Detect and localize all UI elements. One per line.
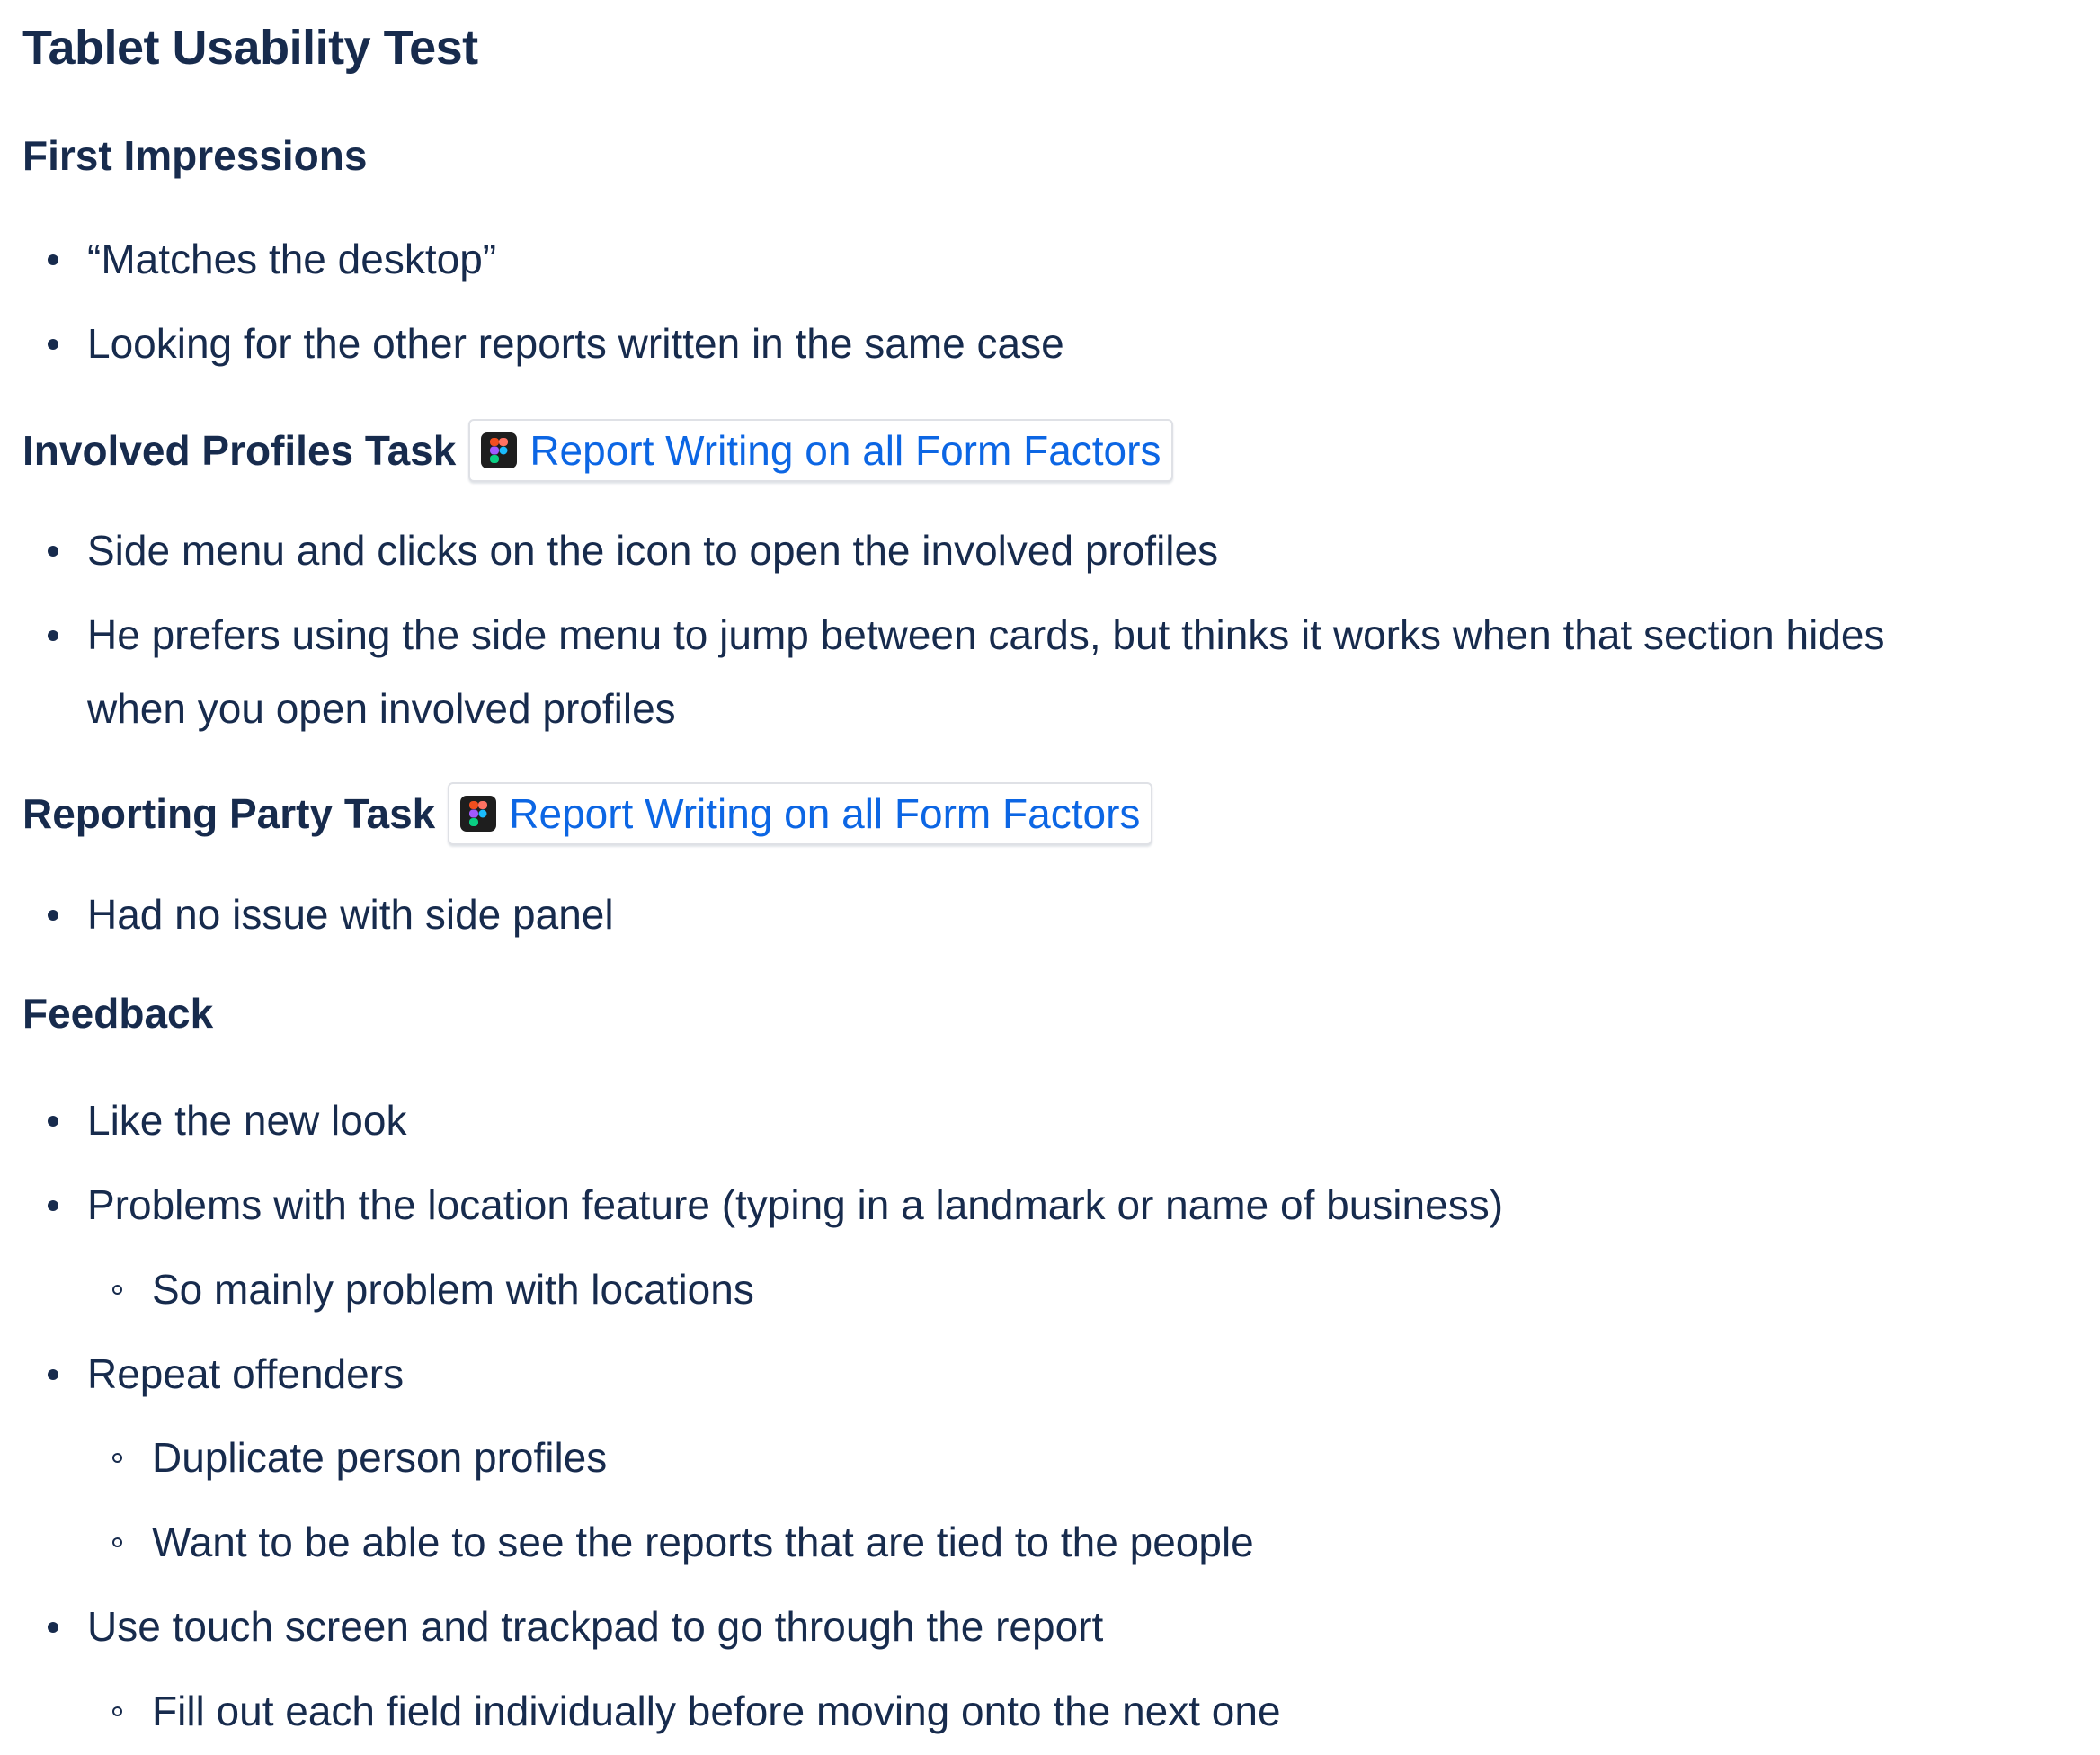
heading-text: First Impressions [22, 132, 368, 179]
bullet-icon [48, 339, 58, 350]
list-item: Had no issue with side panel [87, 891, 614, 938]
bullet-icon [48, 630, 58, 641]
heading-text: Involved Profiles Task [22, 427, 457, 474]
sub-bullet-icon [112, 1537, 122, 1547]
list-item: Repeat offenders [87, 1350, 405, 1397]
list-item: “Matches the desktop” [87, 236, 497, 282]
list-item: Like the new look [87, 1097, 407, 1144]
sub-bullet-icon [112, 1285, 122, 1295]
sub-list-item: So mainly problem with locations [152, 1266, 754, 1313]
sub-list-item: Duplicate person profiles [152, 1434, 608, 1481]
bullet-icon [48, 1116, 58, 1127]
figma-icon [460, 796, 496, 832]
page-title: Tablet Usability Test [22, 21, 478, 75]
figma-icon [481, 432, 517, 468]
smart-link-label: Report Writing on all Form Factors [509, 790, 1141, 837]
list-item: He prefers using the side menu to jump between cards, but thinks it works when that section hides [87, 611, 1885, 658]
list-item: Side menu and clicks on the icon to open the involved profiles [87, 527, 1219, 574]
heading-first-impressions [22, 131, 367, 180]
sub-bullet-icon [112, 1453, 122, 1463]
smart-link-label: Report Writing on all Form Factors [529, 427, 1161, 474]
figma-smart-link[interactable] [468, 419, 1173, 482]
heading-reporting-party-task [22, 782, 1152, 845]
bullet-icon [48, 1622, 58, 1633]
heading-text: Reporting Party Task [22, 790, 436, 837]
figma-smart-link[interactable] [448, 782, 1152, 845]
list-item: Use touch screen and trackpad to go through the report [87, 1603, 1104, 1650]
heading-feedback [22, 989, 213, 1038]
list-item: Problems with the location feature (typing in a landmark or name of business) [87, 1181, 1504, 1228]
sub-list-item: Fill out each field individually before moving onto the next one [152, 1688, 1281, 1734]
bullet-icon [48, 910, 58, 921]
bullet-icon [48, 546, 58, 557]
heading-text: Feedback [22, 990, 214, 1037]
sub-bullet-icon [112, 1706, 122, 1716]
list-item-continuation: when you open involved profiles [87, 685, 676, 732]
list-item: Looking for the other reports written in the same case [87, 320, 1064, 367]
heading-involved-profiles-task [22, 419, 1173, 482]
sub-list-item: Want to be able to see the reports that are tied to the people [152, 1519, 1254, 1565]
bullet-icon [48, 1369, 58, 1380]
bullet-icon [48, 1200, 58, 1211]
bullet-icon [48, 254, 58, 265]
